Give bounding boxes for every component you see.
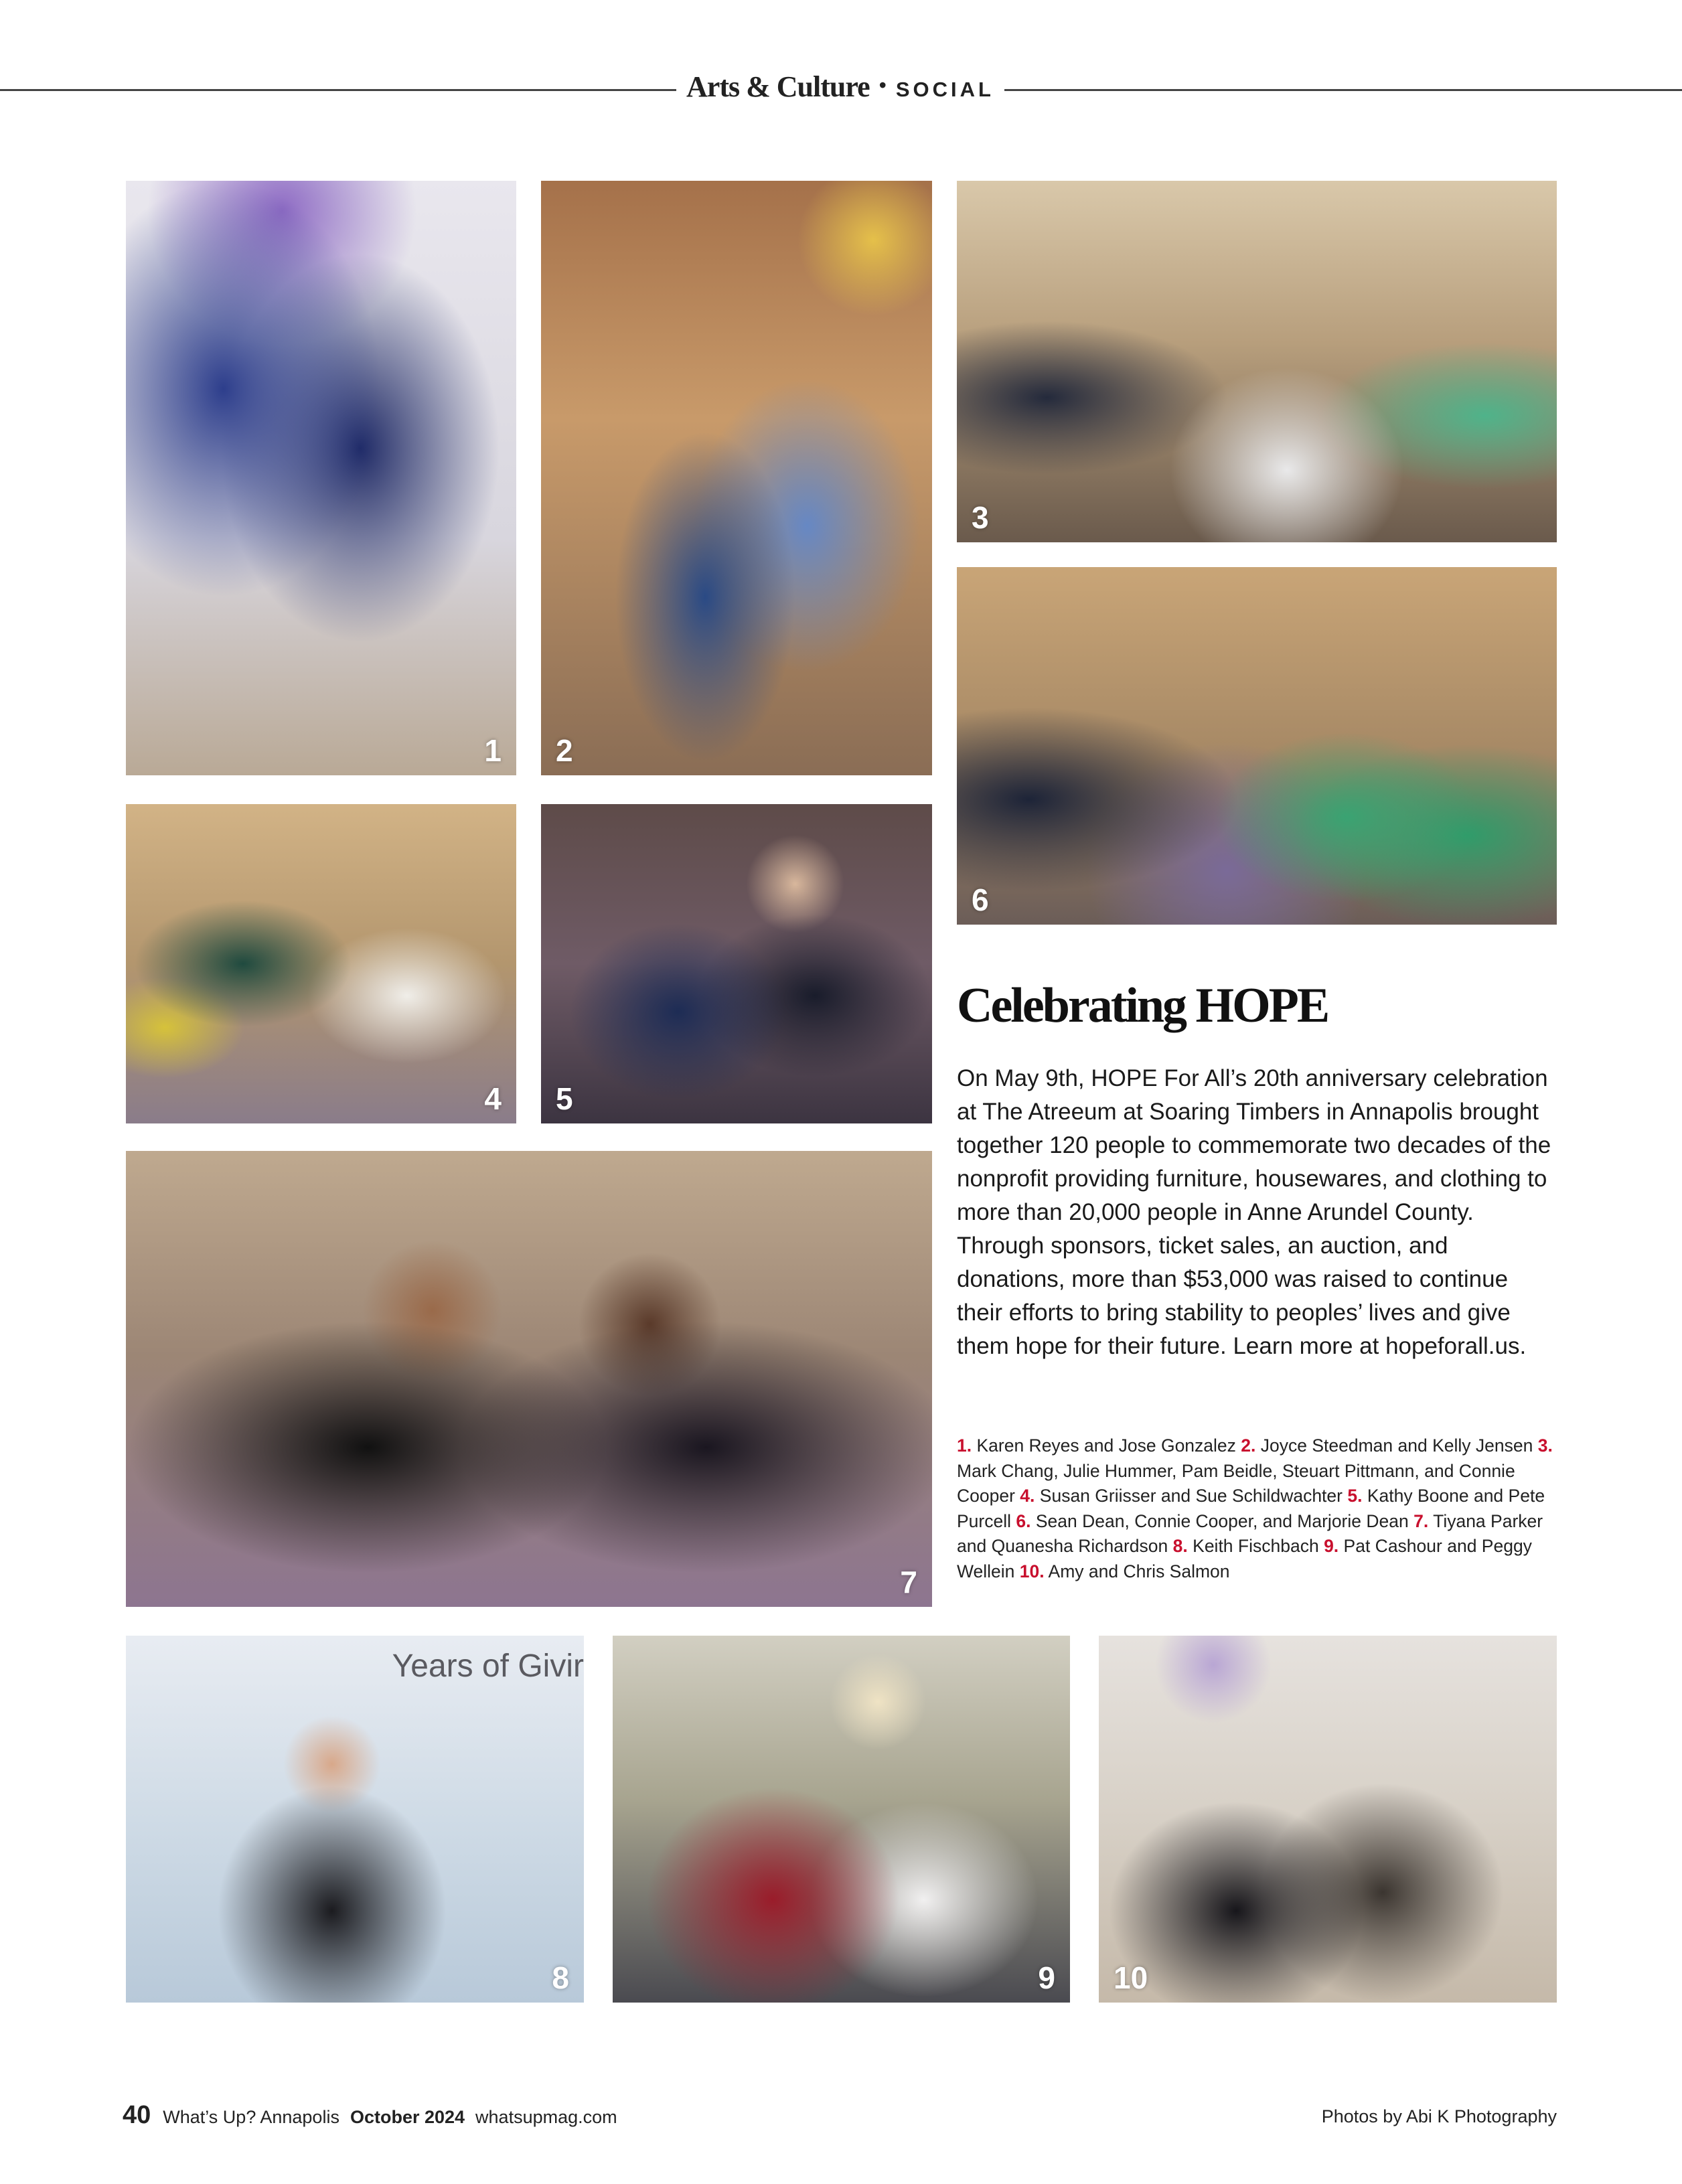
- photo-number: 6: [972, 882, 989, 917]
- caption-text: Joyce Steedman and Kelly Jensen: [1260, 1435, 1533, 1456]
- section-name: Arts & Culture: [686, 70, 870, 103]
- photo-captions: [957, 1433, 1559, 1584]
- photo-7: [126, 1151, 932, 1607]
- header-rule-left: [0, 89, 676, 91]
- photo-2: [541, 181, 932, 775]
- issue-date: October 2024: [350, 2107, 465, 2127]
- caption-number: 8.: [1172, 1536, 1188, 1556]
- caption-number: 6.: [1016, 1510, 1031, 1531]
- website: whatsupmag.com: [475, 2107, 617, 2127]
- caption-text: Sean Dean, Connie Cooper, and Marjorie Dean: [1035, 1510, 1409, 1531]
- caption-text: Karen Reyes and Jose Gonzalez: [976, 1435, 1236, 1456]
- photo-3: [957, 181, 1557, 542]
- backdrop-sign-text: Years of Givir: [392, 1648, 584, 1684]
- publication-name: What’s Up? Annapolis: [163, 2107, 339, 2127]
- photo-8: [126, 1636, 584, 2003]
- photo-9: [613, 1636, 1070, 2003]
- photo-number: 1: [484, 733, 502, 768]
- caption-number: 4.: [1020, 1486, 1035, 1506]
- photo-number: 10: [1114, 1960, 1148, 1995]
- photo-credit: Photos by Abi K Photography: [1321, 2106, 1557, 2126]
- caption-text: Amy and Chris Salmon: [1048, 1561, 1230, 1581]
- subsection-name: SOCIAL: [895, 78, 994, 101]
- caption-number: 10.: [1019, 1561, 1045, 1581]
- header-rule-right: [1004, 89, 1682, 91]
- caption-text: Susan Griisser and Sue Schildwachter: [1039, 1486, 1343, 1506]
- caption-number: 7.: [1413, 1510, 1429, 1531]
- article-title: Celebrating HOPE: [957, 978, 1328, 1033]
- photo-number: 3: [972, 500, 989, 535]
- page-number: 40: [123, 2101, 151, 2129]
- header-separator: •: [878, 73, 887, 97]
- section-header: [676, 70, 1004, 104]
- photo-10: [1099, 1636, 1557, 2003]
- caption-number: 3.: [1537, 1435, 1553, 1456]
- caption-number: 2.: [1241, 1435, 1256, 1456]
- photo-6: [957, 567, 1557, 925]
- footer-folio: [123, 2101, 617, 2130]
- caption-number: 1.: [957, 1435, 972, 1456]
- photo-5: [541, 804, 932, 1123]
- photo-number: 2: [556, 733, 573, 768]
- photo-number: 5: [556, 1081, 573, 1116]
- photo-number: 8: [552, 1960, 569, 1995]
- caption-text: Kathy Boone and Pete Purcell: [957, 1486, 1545, 1531]
- caption-number: 9.: [1324, 1536, 1339, 1556]
- caption-text: Mark Chang, Julie Hummer, Pam Beidle, Steuart Pittmann, and Connie Cooper: [957, 1460, 1515, 1506]
- photo-number: 7: [900, 1565, 917, 1600]
- article-body: On May 9th, HOPE For All’s 20th anniversary celebration at The Atreeum at Soaring Timbers in Annapolis brought together 120 people to commemorate two decades of the nonprofit providing furniture, housewares, and clothing to more than 20,000 people in Anne Arundel County. Through sponsors, ticket sales, an auction, and donations, more than $53,000 was raised to continue their efforts to bring stability to peoples’ lives and give them hope for their future. Learn more at hopeforall.us.: [957, 1065, 1551, 1359]
- caption-text: Keith Fischbach: [1193, 1536, 1319, 1556]
- photo-number: 4: [484, 1081, 502, 1116]
- photo-number: 9: [1038, 1960, 1055, 1995]
- caption-text: Pat Cashour and Peggy Wellein: [957, 1536, 1532, 1581]
- photo-1: [126, 181, 516, 775]
- photo-4: [126, 804, 516, 1123]
- caption-text: Tiyana Parker and Quanesha Richardson: [957, 1510, 1543, 1556]
- caption-number: 5.: [1347, 1486, 1363, 1506]
